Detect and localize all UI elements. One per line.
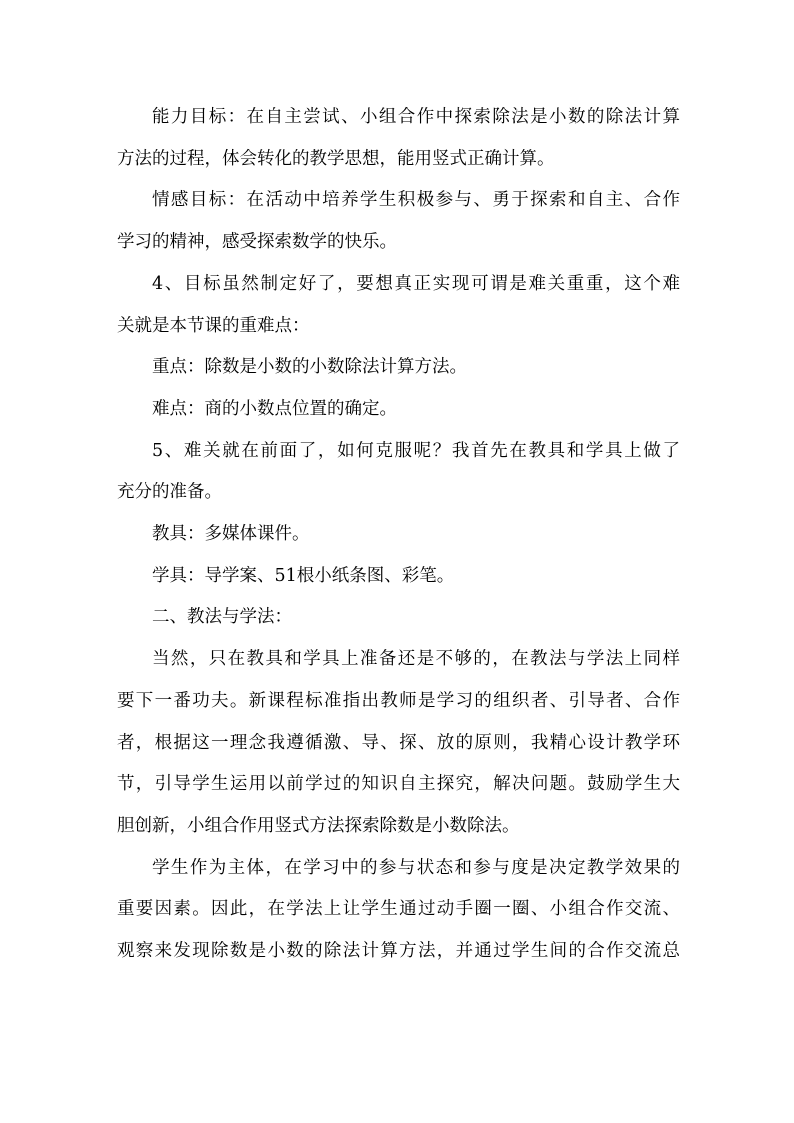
paragraph-key-point (117, 347, 680, 389)
text-line: 重点：除数是小数的小数除法计算方法。 (152, 357, 467, 378)
text-line: 当然，只在教具和学具上准备还是不够的，在教法与学法上同样 (152, 649, 680, 670)
document-body (117, 97, 680, 973)
paragraph-preparation (117, 431, 680, 514)
text-line: 关就是本节课的重难点： (117, 315, 310, 336)
text-line: 学具：导学案、51根小纸条图、彩笔。 (152, 565, 455, 586)
paragraph-difficult-point (117, 389, 680, 431)
paragraph-teaching-aids (117, 514, 680, 556)
paragraph-ability-goal (117, 97, 680, 180)
text-line: 者，根据这一理念我遵循激、导、探、放的原则，我精心设计教学环 (117, 732, 680, 753)
text-line: 情感目标：在活动中培养学生积极参与、勇于探索和自主、合作 (152, 190, 680, 211)
text-line: 教具：多媒体课件。 (152, 524, 310, 545)
paragraph-teaching-methods (117, 639, 680, 848)
text-line: 二、教法与学法： (152, 607, 292, 628)
text-line: 胆创新，小组合作用竖式方法探索除数是小数除法。 (117, 815, 520, 836)
text-line: 5、难关就在前面了，如何克服呢？我首先在教具和学具上做了 (152, 440, 680, 461)
section-heading-methods (117, 597, 680, 639)
text-line: 能力目标：在自主尝试、小组合作中探索除法是小数的除法计算 (152, 107, 680, 127)
text-line: 要下一番功夫。新课程标准指出教师是学习的组织者、引导者、合作 (117, 690, 680, 711)
paragraph-emotion-goal (117, 180, 680, 263)
text-line: 4、目标虽然制定好了，要想真正实现可谓是难关重重，这个难 (152, 273, 680, 294)
paragraph-learning-aids (117, 556, 680, 598)
text-line: 方法的过程，体会转化的教学思想，能用竖式正确计算。 (117, 148, 555, 169)
paragraph-learning-methods (117, 848, 680, 973)
text-line: 充分的准备。 (117, 482, 222, 503)
text-line: 难点：商的小数点位置的确定。 (152, 398, 397, 419)
paragraph-goal-difficulty (117, 264, 680, 347)
text-line: 学习的精神，感受探索数学的快乐。 (117, 232, 397, 253)
text-line: 观察来发现除数是小数的除法计算方法，并通过学生间的合作交流总 (117, 941, 680, 962)
text-line: 节，引导学生运用以前学过的知识自主探究，解决问题。鼓励学生大 (117, 774, 680, 795)
text-line: 重要因素。因此，在学法上让学生通过动手圈一圈、小组合作交流、 (117, 899, 680, 920)
text-line: 学生作为主体，在学习中的参与状态和参与度是决定教学效果的 (152, 857, 680, 878)
